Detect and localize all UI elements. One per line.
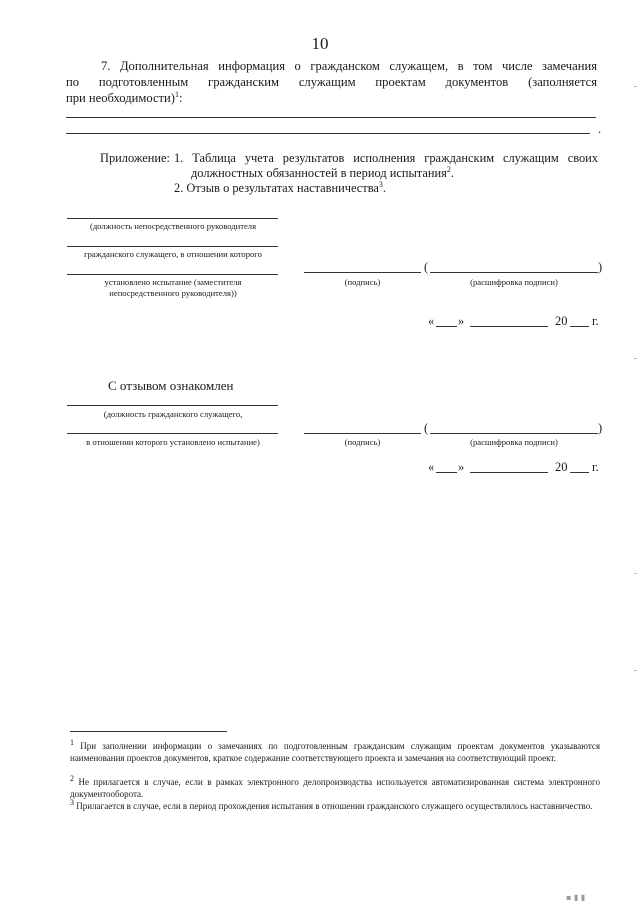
fill-line-period: . <box>598 122 602 136</box>
manager-decryption-close-paren: ) <box>598 260 603 274</box>
scan-mark <box>634 573 637 574</box>
acquainted-heading: С отзывом ознакомлен <box>108 378 234 393</box>
page-number: 10 <box>311 34 329 53</box>
employee-date-close-quote: » <box>458 460 465 474</box>
manager-caption-2: гражданского служащего, в отношении которого <box>84 249 262 259</box>
footnote-1: $^1$ При заполнении информации о замечаниях по подготовленным гражданским служащим проектам документов указываются наименования проектов документов, краткое содержание соответствующего проекта и замечания на соответствующий проект. <box>70 738 601 763</box>
employee-date-year-prefix: 20 <box>555 460 568 474</box>
manager-date-month-line <box>470 326 548 327</box>
employee-date-year-line <box>570 472 589 473</box>
footnote-3: $^3$ Прилагается в случае, если в период прохождения испытания в отношении гражданского служащего осуществлялось наставничество. <box>70 798 593 811</box>
manager-caption-1: (должность непосредственного руководителя <box>89 221 257 231</box>
appendix-item-2: 2. Отзыв о результатах наставничества$^3$. <box>174 179 387 195</box>
footnote-ref-1: 1 <box>174 89 179 99</box>
manager-caption-3a: установлено испытание (заместителя <box>104 277 242 287</box>
manager-position-line-1 <box>67 218 278 219</box>
employee-caption-1: (должность гражданского служащего, <box>103 409 243 419</box>
employee-date-month-line <box>470 472 548 473</box>
employee-date-year-suffix: г. <box>592 460 599 474</box>
manager-date-close-quote: » <box>458 314 465 328</box>
manager-decryption-line <box>430 272 598 273</box>
employee-signature-caption: (подпись) <box>344 437 381 447</box>
employee-date-day-line <box>436 472 457 473</box>
employee-decryption-open-paren: ( <box>424 421 429 435</box>
scan-mark <box>634 86 637 87</box>
manager-decryption-caption: (расшифровка подписи) <box>470 277 558 287</box>
scan-dots: ▪ ▮ ▮ <box>566 893 586 902</box>
fill-line-2 <box>66 133 590 134</box>
manager-date-year-line <box>570 326 589 327</box>
footnote-separator <box>70 731 227 732</box>
section-7-line-1: 7. Дополнительная информация о гражданском служащем, в том числе замечания <box>101 59 597 73</box>
manager-position-line-3 <box>67 274 278 275</box>
employee-date-open-quote: « <box>428 460 435 474</box>
footnote-ref-3: 3 <box>378 179 383 189</box>
manager-date-open-quote: « <box>428 314 435 328</box>
manager-signature-caption: (подпись) <box>344 277 381 287</box>
manager-decryption-open-paren: ( <box>424 260 429 274</box>
manager-date-year-suffix: г. <box>592 314 599 328</box>
employee-decryption-line <box>430 433 598 434</box>
footnote-2: $^2$ Не прилагается в случае, если в рамках электронного делопроизводства используется автоматизированная система электронного документооборота. <box>70 774 600 799</box>
employee-decryption-caption: (расшифровка подписи) <box>470 437 558 447</box>
manager-date-day-line <box>436 326 457 327</box>
section-7-line-2: по подготовленным гражданским служащим проектам документов (заполняется <box>66 75 597 89</box>
appendix-label: Приложение: <box>100 151 170 165</box>
fill-line-1 <box>66 117 596 118</box>
scan-mark <box>634 670 637 671</box>
appendix-item-1-line-2: должностных обязанностей в период испытания$^2$. <box>191 164 454 180</box>
manager-position-line-2 <box>67 246 278 247</box>
manager-signature-line <box>304 272 421 273</box>
section-7-paragraph <box>66 58 597 106</box>
employee-signature-line <box>304 433 421 434</box>
manager-date-year-prefix: 20 <box>555 314 568 328</box>
appendix-item-1-line-1: 1. Таблица учета результатов исполнения гражданским служащим своих <box>174 151 598 165</box>
employee-position-line-2 <box>67 433 278 434</box>
section-7-line-3: при необходимости)$^1$: <box>66 89 183 105</box>
employee-caption-2: в отношении которого установлено испытание) <box>86 437 260 447</box>
footnote-ref-2: 2 <box>446 164 451 174</box>
employee-decryption-close-paren: ) <box>598 421 603 435</box>
scan-mark <box>634 358 637 359</box>
employee-position-line-1 <box>67 405 278 406</box>
manager-caption-3b: непосредственного руководителя)) <box>109 288 237 298</box>
